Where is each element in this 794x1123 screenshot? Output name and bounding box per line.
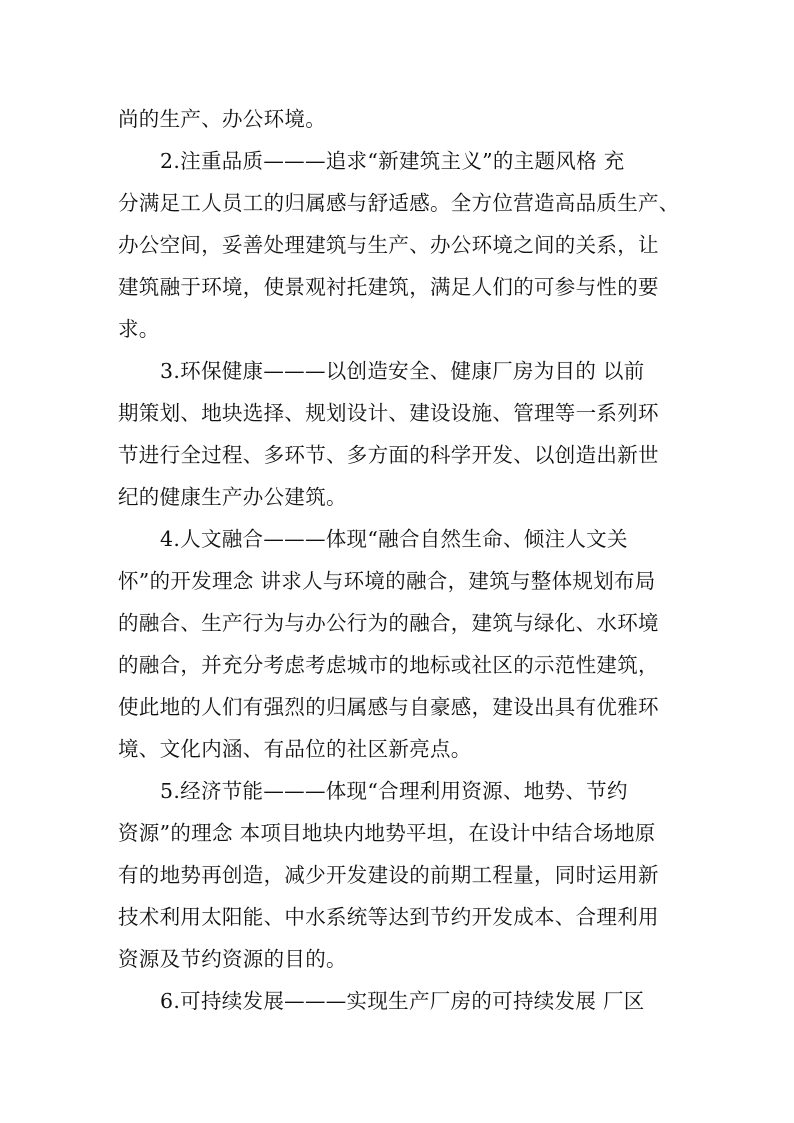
- text-line: 求。: [118, 317, 160, 341]
- text-line: 的融合、生产行为与办公行为的融合，建筑与绿化、水环境: [118, 611, 659, 635]
- text-line: 境、文化内涵、有品位的社区新亮点。: [118, 737, 472, 761]
- text-line: 分满足工人员工的归属感与舒适感。全方位营造高品质生产、: [118, 191, 680, 215]
- text-line: 资源”的理念 本项目地块内地势平坦，在设计中结合场地原: [118, 821, 656, 845]
- text-line: 技术利用太阳能、中水系统等达到节约开发成本、合理利用: [118, 905, 659, 929]
- text-line: 建筑融于环境，使景观衬托建筑，满足人们的可参与性的要: [118, 275, 659, 299]
- text-line: 纪的健康生产办公建筑。: [118, 485, 347, 509]
- text-line: 的融合，并充分考虑考虑城市的地标或社区的示范性建筑，: [118, 653, 659, 677]
- section-3-heading-line: 3.环保健康———以创造安全、健康厂房为目的 以前: [160, 359, 645, 383]
- section-6-heading-line: 6.可持续发展———实现生产厂房的可持续发展 厂区: [160, 989, 645, 1013]
- text-line: 使此地的人们有强烈的归属感与自豪感，建设出具有优雅环: [118, 695, 659, 719]
- text-line: 尚的生产、办公环境。: [118, 107, 326, 131]
- text-line: 期策划、地块选择、规划设计、建设设施、管理等一系列环: [118, 401, 659, 425]
- text-line: 资源及节约资源的目的。: [118, 947, 347, 971]
- section-4-heading-line: 4.人文融合———体现“融合自然生命、倾注人文关: [160, 527, 628, 551]
- text-line: 有的地势再创造，减少开发建设的前期工程量，同时运用新: [118, 863, 659, 887]
- section-5-heading-line: 5.经济节能———体现“合理利用资源、地势、节约: [160, 779, 628, 803]
- text-line: 怀”的开发理念 讲求人与环境的融合，建筑与整体规划布局: [118, 569, 656, 593]
- section-2-heading-line: 2.注重品质———追求“新建筑主义”的主题风格 充: [160, 149, 625, 173]
- text-line: 节进行全过程、多环节、多方面的科学开发、以创造出新世: [118, 443, 659, 467]
- text-line: 办公空间，妥善处理建筑与生产、办公环境之间的关系，让: [118, 233, 659, 257]
